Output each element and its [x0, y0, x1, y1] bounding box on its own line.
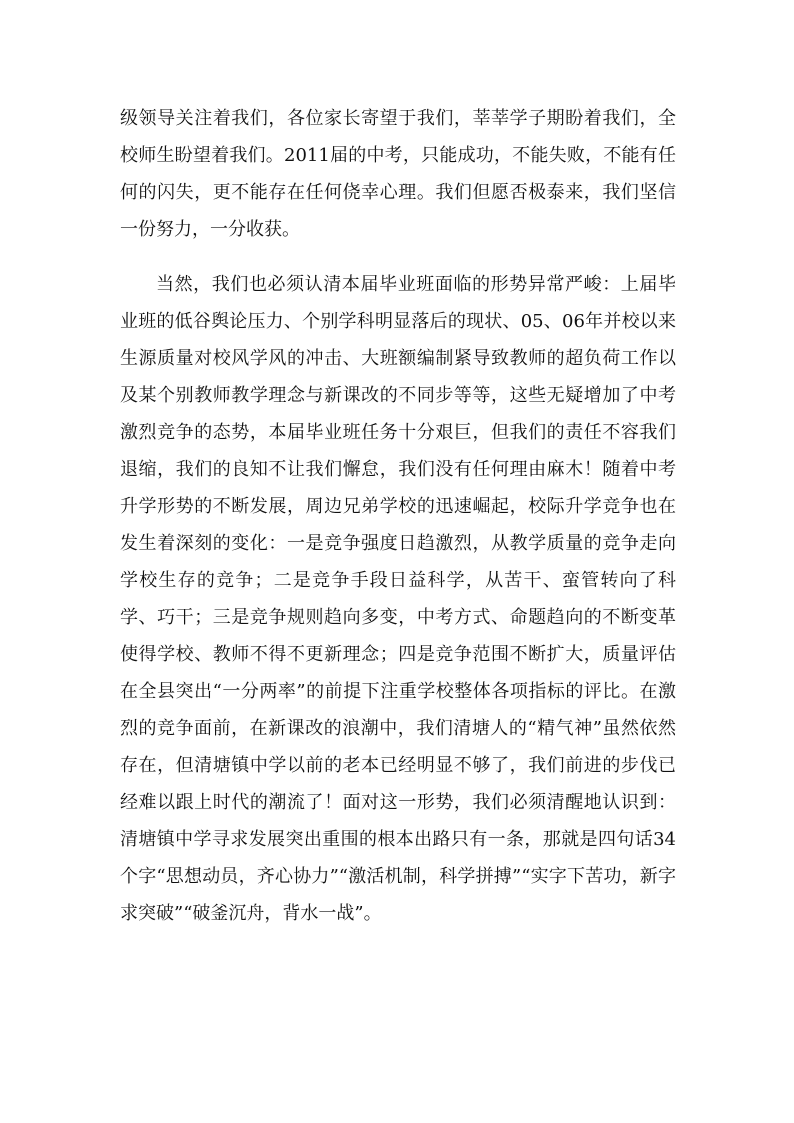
paragraph-2: 当然，我们也必须认清本届毕业班面临的形势异常严峻：上届毕业班的低谷舆论压力、个别学科明显落后的现状、05、06年并校以来生源质量对校风学风的冲击、大班额编制紧导致教师的超负荷工作以及某个别教师教学理念与新课改的不同步等等，这些无疑增加了中考激烈竞争的态势，本届毕业班任务十分艰巨，但我们的责任不容我们退缩，我们的良知不让我们懈怠，我们没有任何理由麻木！随着中考升学形势的不断发展，周边兄弟学校的迅速崛起，校际升学竞争也在发生着深刻的变化：一是竞争强度日趋激烈，从教学质量的竞争走向学校生存的竞争；二是竞争手段日益科学，从苦干、蛮管转向了科学、巧干；三是竞争规则趋向多变，中考方式、命题趋向的不断变革使得学校、教师不得不更新理念；四是竞争范围不断扩大，质量评估在全县突出“一分两率”的前提下注重学校整体各项指标的评比。在激烈的竞争面前，在新课改的浪潮中，我们清塘人的“精气神”虽然依然存在，但清塘镇中学以前的老本已经明显不够了，我们前进的步伐已经难以跟上时代的潮流了！面对这一形势，我们必须清醒地认识到：清塘镇中学寻求发展突出重围的根本出路只有一条，那就是四句话34个字“思想动员，齐心协力”“激活机制，科学拼搏”“实字下苦功，新字求突破”“破釜沉舟，背水一战”。: [120, 274, 676, 924]
paragraph-1: 级领导关注着我们，各位家长寄望于我们，莘莘学子期盼着我们，全校师生盼望着我们。2011届的中考，只能成功，不能失败，不能有任何的闪失，更不能存在任何侥幸心理。我们但愿否极泰来，我们坚信一份努力，一分收获。: [120, 108, 676, 240]
document-body: [120, 100, 676, 932]
